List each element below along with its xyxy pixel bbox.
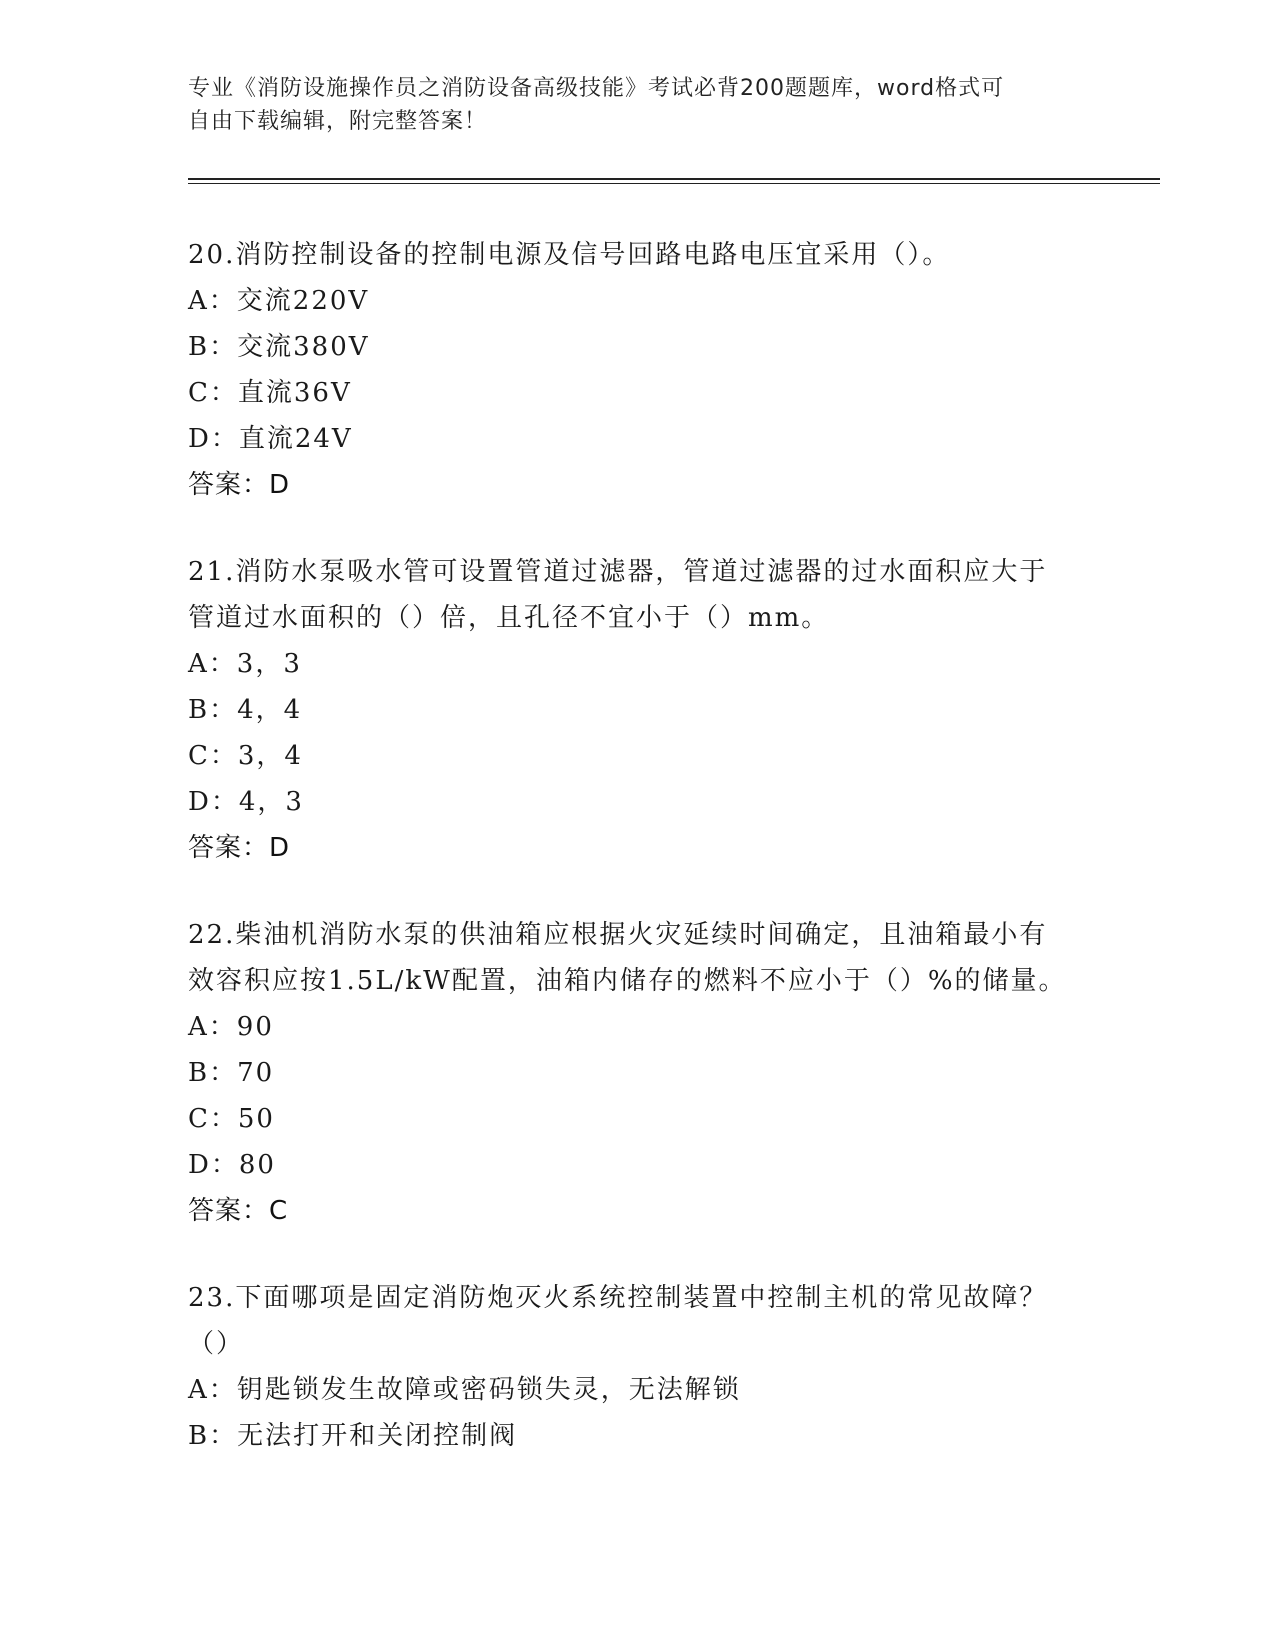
question-22 [188, 912, 1088, 1234]
header-line: 自由下载编辑，附完整答案！ [188, 109, 488, 134]
option-a: A：3，3 [188, 649, 302, 679]
question-stem-line: 21.消防水泵吸水管可设置管道过滤器，管道过滤器的过水面积应大于 [188, 557, 1048, 587]
answer-line: 答案：D [188, 833, 291, 863]
option-c: C：50 [188, 1104, 275, 1134]
header-divider-thick [188, 178, 1160, 180]
option-d: D：4，3 [188, 787, 304, 817]
question-stem [188, 1275, 1088, 1367]
question-stem [188, 549, 1088, 641]
question-stem-line: 23.下面哪项是固定消防炮灭火系统控制装置中控制主机的常见故障？ [188, 1283, 1048, 1313]
question-21 [188, 549, 1088, 871]
question-stem-line: 效容积应按1.5L/kW配置，油箱内储存的燃料不应小于（）%的储量。 [188, 966, 1067, 996]
header-divider-thin [188, 183, 1160, 184]
option-a: A：钥匙锁发生故障或密码锁失灵，无法解锁 [188, 1375, 741, 1405]
option-a: A：90 [188, 1012, 274, 1042]
document-header [188, 72, 1088, 138]
header-line: 专业《消防设施操作员之消防设备高级技能》考试必背200题题库，word格式可 [188, 76, 1005, 101]
question-stem-line: 管道过水面积的（）倍，且孔径不宜小于（）mm。 [188, 603, 830, 633]
option-b: B：70 [188, 1058, 275, 1088]
answer-line: 答案：D [188, 470, 291, 500]
option-b: B：4，4 [188, 695, 303, 725]
option-b: B：交流380V [188, 332, 370, 362]
question-stem-line: （） [188, 1329, 245, 1359]
option-b: B：无法打开和关闭控制阀 [188, 1421, 518, 1451]
question-20 [188, 232, 1088, 508]
option-a: A：交流220V [188, 286, 370, 316]
option-d: D：80 [188, 1150, 276, 1180]
option-c: C：3，4 [188, 741, 303, 771]
answer-line: 答案：C [188, 1196, 289, 1226]
option-c: C：直流36V [188, 378, 352, 408]
question-stem-line: 22.柴油机消防水泵的供油箱应根据火灾延续时间确定，且油箱最小有 [188, 920, 1048, 950]
option-d: D：直流24V [188, 424, 353, 454]
question-23 [188, 1275, 1088, 1459]
question-list [188, 232, 1088, 1500]
question-stem-line: 20.消防控制设备的控制电源及信号回路电路电压宜采用（）。 [188, 240, 951, 270]
question-stem [188, 232, 1088, 278]
question-stem [188, 912, 1088, 1004]
